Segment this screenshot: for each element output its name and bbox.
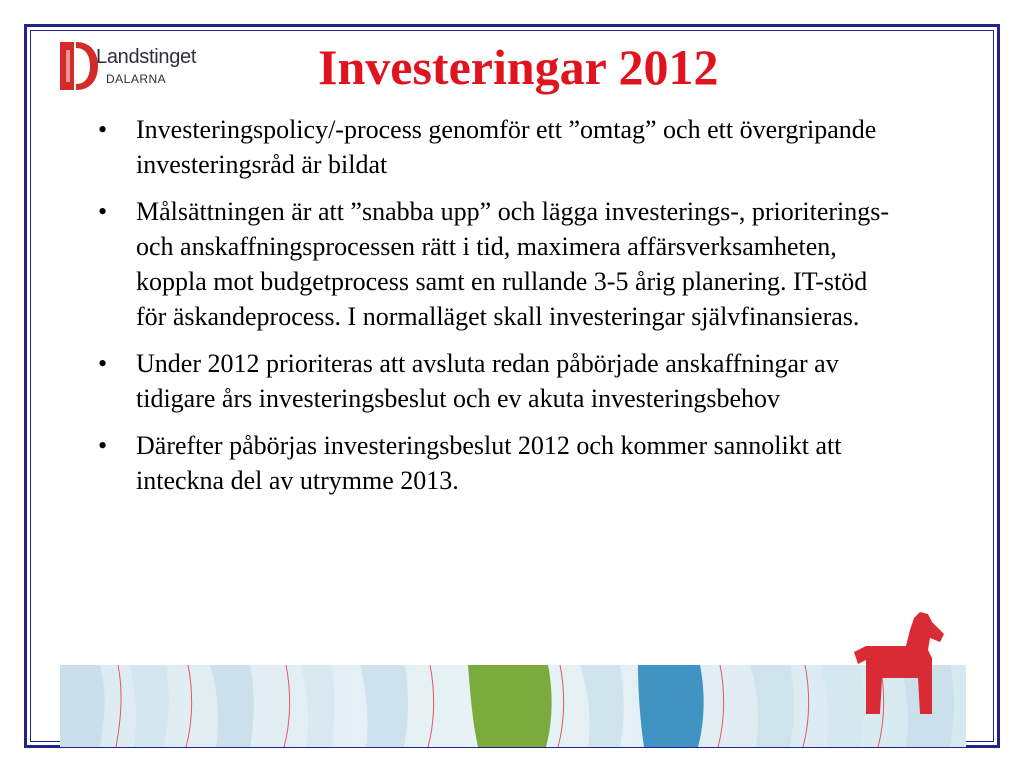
bullet-list bbox=[92, 112, 898, 510]
bullet-text: Målsättningen är att ”snabba upp” och lägga investerings-, prioriterings- och anskaffningsprocessen rätt i tid, maximera affärsverksamheten, koppla mot budgetprocess samt en rullande 3-5 årig planering. IT-stöd för äskandeprocess. I normalläget skall investeringar självfinansieras. bbox=[136, 197, 890, 331]
bullet-item bbox=[92, 346, 898, 416]
bullet-marker: • bbox=[98, 115, 108, 144]
logo-name-line1: Landstinget bbox=[96, 46, 197, 68]
dala-horse-icon bbox=[848, 608, 948, 718]
logo-name-line2: DALARNA bbox=[106, 72, 167, 86]
bullet-item bbox=[92, 194, 898, 334]
bullet-text: Under 2012 prioriteras att avsluta redan påbörjade anskaffningar av tidigare års investeringsbeslut och ev akuta investeringsbehov bbox=[136, 349, 839, 413]
bullet-marker: • bbox=[98, 431, 108, 460]
bullet-marker: • bbox=[98, 349, 108, 378]
bullet-item bbox=[92, 112, 898, 182]
bullet-item bbox=[92, 428, 898, 498]
bullet-text: Därefter påbörjas investeringsbeslut 2012 och kommer sannolikt att inteckna del av utrymme 2013. bbox=[136, 431, 842, 495]
slide-title: Investeringar 2012 bbox=[318, 39, 719, 95]
striped-color-band bbox=[60, 665, 966, 747]
bullet-marker: • bbox=[98, 197, 108, 226]
bullet-text: Investeringspolicy/-process genomför ett ”omtag” och ett övergripande investeringsråd är bildat bbox=[136, 115, 877, 179]
